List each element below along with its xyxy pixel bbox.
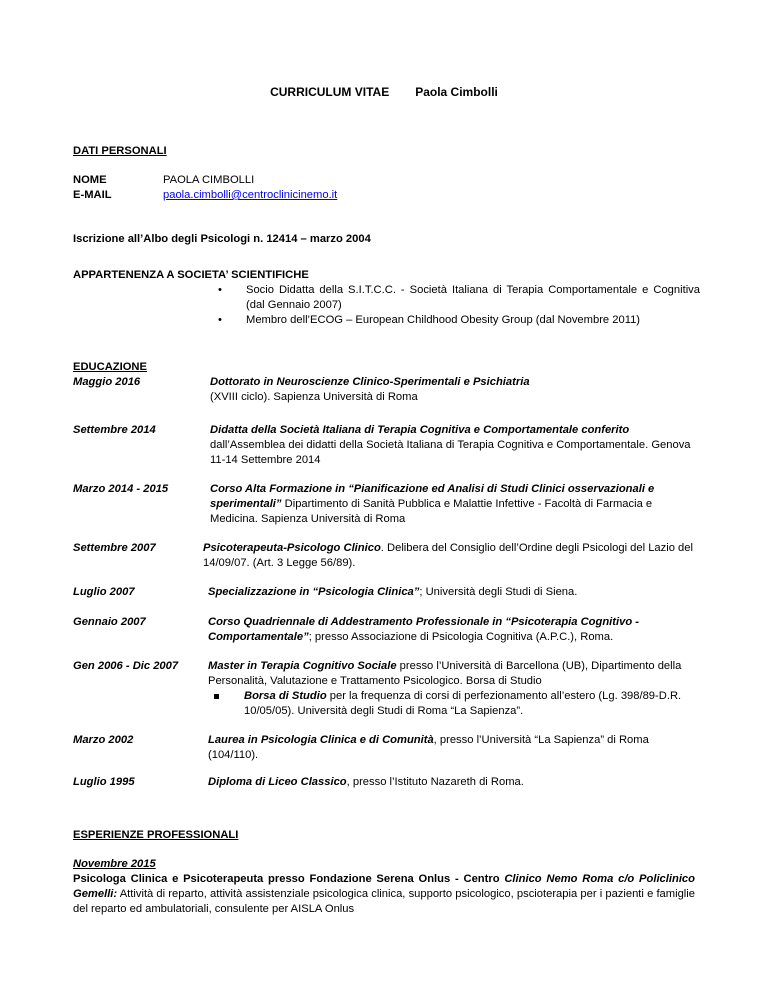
edu-date: Marzo 2014 - 2015 [73, 483, 169, 495]
edu-entry [208, 775, 698, 790]
list-item: • Membro dell’ECOG – European Childhood Obesity Group (dal Novembre 2011) [210, 313, 700, 328]
edu-detail: ; presso Associazione di Psicologia Cognitiva (A.P.C.), Roma. [308, 631, 614, 643]
experience-entry [73, 872, 695, 917]
edu-title: Dottorato in Neuroscienze Clinico-Sperimentali e Psichiatria [210, 376, 530, 388]
edu-detail: (XVIII ciclo). Sapienza Università di Roma [210, 391, 418, 403]
edu-title: Master in Terapia Cognitivo Sociale [208, 660, 397, 672]
edu-entry [208, 659, 698, 719]
edu-title: Psicoterapeuta-Psicologo Clinico [203, 542, 381, 554]
section-heading-education: EDUCAZIONE [73, 361, 147, 373]
societies-list [210, 283, 700, 328]
sub-detail: per la frequenza di corsi di perfezionamento all’estero (Lg. 398/89-D.R. 10/05/05). Università degli Studi di Roma “La Sapienza”. [244, 690, 682, 717]
section-heading-experience: ESPERIENZE PROFESSIONALI [73, 829, 239, 841]
list-item: • Socio Didatta della S.I.T.C.C. - Società Italiana di Terapia Comportamentale e Cognitiva (dal Gennaio 2007) [210, 283, 700, 313]
edu-entry [210, 482, 700, 527]
edu-date: Maggio 2016 [73, 376, 141, 388]
edu-entry [210, 375, 700, 405]
edu-detail: ; Università degli Studi di Siena. [419, 586, 578, 598]
edu-title: Laurea in Psicologia Clinica e di Comunità [208, 734, 434, 746]
registration-line: Iscrizione all’Albo degli Psicologi n. 12414 – marzo 2004 [73, 233, 371, 245]
list-item [208, 689, 698, 719]
name-value: PAOLA CIMBOLLI [163, 174, 255, 186]
edu-detail: . Delibera del Consiglio dell’Ordine degli Psicologi del Lazio del 14/09/07. (Art. 3 Legge 56/89). [203, 542, 693, 569]
edu-date: Gennaio 2007 [73, 616, 146, 628]
edu-entry [208, 585, 698, 600]
edu-date: Luglio 1995 [73, 776, 135, 788]
title-name: Paola Cimbolli [415, 85, 498, 99]
edu-detail: dall’Assemblea dei didatti della Società Italiana di Terapia Cognitiva e Comportamentale. Genova 11-14 Settembre 2014 [210, 439, 691, 466]
edu-entry [203, 541, 693, 571]
email-link[interactable]: paola.cimbolli@centroclinicinemo.it [163, 189, 338, 201]
experience-description: Attività di reparto, attività assistenziale psicologica clinica, supporto psicologico, pscioterapia per i pazienti e famiglie del reparto ed ambulatoriali, consulente per AISLA Onlus [73, 888, 695, 915]
section-heading-personal: DATI PERSONALI [73, 145, 167, 157]
edu-date: Settembre 2014 [73, 424, 156, 436]
edu-detail: , presso l’Istituto Nazareth di Roma. [346, 776, 524, 788]
title-label: CURRICULUM VITAE [270, 85, 390, 99]
edu-title: Didatta della Società Italiana di Terapia Cognitiva e Comportamentale conferito [210, 424, 630, 436]
edu-date: Settembre 2007 [73, 542, 156, 554]
edu-entry [210, 423, 700, 468]
sub-title: Borsa di Studio [244, 690, 327, 702]
edu-detail: Dipartimento di Sanità Pubblica e Malattie Infettive - Facoltà di Farmacia e Medicina. Sapienza Università di Roma [210, 498, 653, 525]
page-title [0, 85, 768, 100]
edu-date: Gen 2006 - Dic 2007 [73, 660, 179, 672]
experience-place: Clinico Nemo Roma c/o Policlinico Gemelli: [73, 873, 695, 900]
edu-entry [208, 733, 698, 763]
edu-title: Specializzazione in “Psicologia Clinica” [208, 586, 420, 598]
experience-date: Novembre 2015 [73, 858, 156, 870]
email-label: E-MAIL [73, 189, 112, 201]
edu-title: Corso Quadriennale di Addestramento Professionale in “Psicoterapia Cognitivo - Comportamentale” [208, 616, 640, 643]
edu-entry [208, 615, 698, 645]
edu-detail: presso l’Università di Barcellona (UB), Dipartimento della Personalità, Valutazione e Trattamento Psicologico. Borsa di Studio [208, 660, 682, 687]
experience-role: Psicologa Clinica e Psicoterapeuta presso Fondazione Serena Onlus - Centro [73, 873, 505, 885]
section-heading-societies: APPARTENENZA A SOCIETA’ SCIENTIFICHE [73, 269, 309, 281]
edu-detail: , presso l’Università “La Sapienza” di Roma (104/110). [208, 734, 649, 761]
edu-title: Corso Alta Formazione in “Pianificazione ed Analisi di Studi Clinici osservazionali e sperimentali” [210, 483, 655, 510]
edu-date: Luglio 2007 [73, 586, 135, 598]
edu-title: Diploma di Liceo Classico [208, 776, 347, 788]
edu-date: Marzo 2002 [73, 734, 134, 746]
name-label: NOME [73, 174, 107, 186]
